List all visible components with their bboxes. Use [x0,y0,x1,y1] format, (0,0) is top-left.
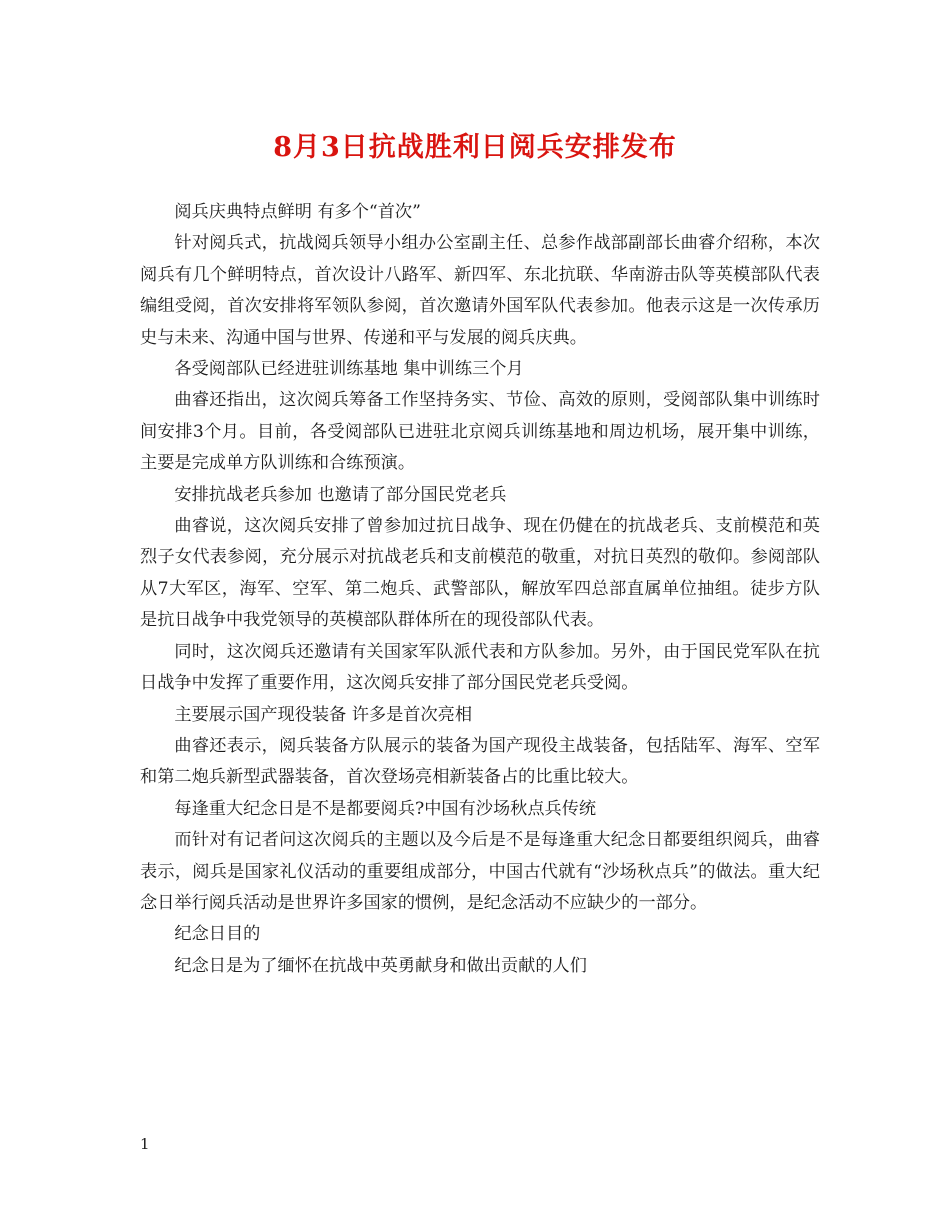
page-number: 1 [140,1135,150,1153]
section-heading: 纪念日目的 [174,924,261,945]
section-heading: 各受阅部队已经进驻训练基地 集中训练三个月 [174,359,524,380]
section-heading: 每逢重大纪念日是不是都要阅兵?中国有沙场秋点兵传统 [174,798,597,819]
body-paragraph: 针对阅兵式，抗战阅兵领导小组办公室副主任、总参作战部副部长曲睿介绍称，本次阅兵有几个鲜明特点，首次设计八路军、新四军、东北抗联、华南游击队等英模部队代表编组受阅，首次安排将军领队参阅，首次邀请外国军队代表参加。他表示这是一次传承历史与未来、沟通中国与世界、传递和平与发展的阅兵庆典。 [140,233,820,348]
section-heading: 阅兵庆典特点鲜明 有多个“首次” [174,202,421,222]
document-title: 8月3日抗战胜利日阅兵安排发布 [273,132,677,163]
body-paragraph: 曲睿还指出，这次阅兵筹备工作坚持务实、节俭、高效的原则，受阅部队集中训练时间安排3个月。目前，各受阅部队已进驻北京阅兵训练基地和周边机场，展开集中训练，主要是完成单方队训练和合练预演。 [140,390,820,474]
document-body [140,197,820,982]
body-paragraph: 曲睿还表示，阅兵装备方队展示的装备为国产现役主战装备，包括陆军、海军、空军和第二炮兵新型武器装备，首次登场亮相新装备占的比重比较大。 [140,735,820,788]
body-paragraph: 同时，这次阅兵还邀请有关国家军队派代表和方队参加。另外，由于国民党军队在抗日战争中发挥了重要作用，这次阅兵安排了部分国民党老兵受阅。 [140,641,820,694]
section-heading: 安排抗战老兵参加 也邀请了部分国民党老兵 [174,484,507,505]
body-paragraph: 而针对有记者问这次阅兵的主题以及今后是不是每逢重大纪念日都要组织阅兵，曲睿表示，阅兵是国家礼仪活动的重要组成部分，中国古代就有“沙场秋点兵”的做法。重大纪念日举行阅兵活动是世界许多国家的惯例，是纪念活动不应缺少的一部分。 [140,830,820,913]
section-heading: 主要展示国产现役装备 许多是首次亮相 [174,704,473,725]
body-paragraph: 曲睿说，这次阅兵安排了曾参加过抗日战争、现在仍健在的抗战老兵、支前模范和英烈子女代表参阅，充分展示对抗战老兵和支前模范的敬重，对抗日英烈的敬仰。参阅部队从7大军区，海军、空军、第二炮兵、武警部队，解放军四总部直属单位抽组。徒步方队是抗日战争中我党领导的英模部队群体所在的现役部队代表。 [140,516,820,631]
body-paragraph: 纪念日是为了缅怀在抗战中英勇献身和做出贡献的人们 [174,955,587,976]
